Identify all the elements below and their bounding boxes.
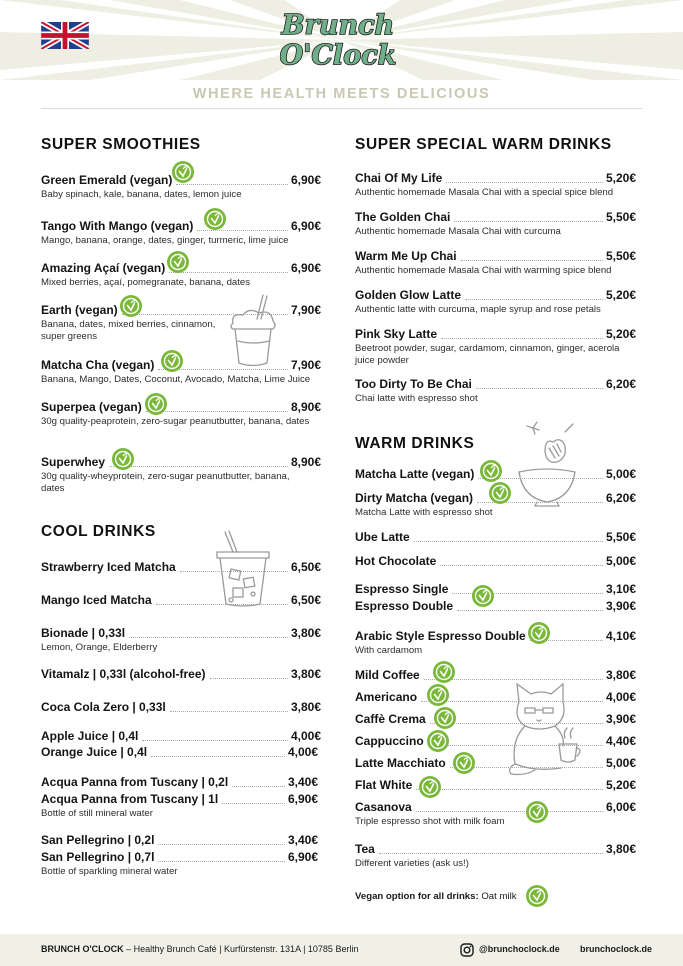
item-price: 4,00€ bbox=[290, 729, 321, 743]
menu-item bbox=[355, 288, 636, 316]
vegan-badge-icon bbox=[172, 161, 194, 183]
dot-leader bbox=[461, 260, 603, 261]
menu-item bbox=[41, 745, 318, 760]
vegan-badge-icon bbox=[433, 661, 455, 683]
item-price: 4,10€ bbox=[605, 629, 636, 643]
item-price: 5,50€ bbox=[605, 210, 636, 224]
item-description: Authentic latte with curcuma, maple syrup and rose petals bbox=[355, 304, 601, 315]
item-price: 8,90€ bbox=[290, 455, 321, 469]
item-name: Espresso Single bbox=[355, 582, 449, 596]
menu-item bbox=[355, 778, 636, 793]
vegan-badge-icon bbox=[453, 752, 475, 774]
menu-item bbox=[41, 729, 321, 744]
brunch-oclock-logo bbox=[280, 6, 396, 72]
menu-item bbox=[41, 219, 321, 247]
item-name: Vitamalz | 0,33l (alcohol-free) bbox=[41, 667, 206, 681]
menu-item bbox=[355, 582, 636, 597]
menu-item bbox=[355, 756, 636, 771]
item-price: 6,20€ bbox=[605, 377, 636, 391]
menu-item bbox=[355, 249, 636, 277]
item-price: 6,90€ bbox=[290, 173, 321, 187]
vegan-badge-icon bbox=[145, 393, 167, 415]
menu-item bbox=[41, 700, 321, 715]
item-name: Latte Macchiato bbox=[355, 756, 446, 770]
menu-item bbox=[355, 599, 636, 614]
dot-leader bbox=[176, 184, 288, 185]
item-name: Superpea (vegan) bbox=[41, 400, 142, 414]
item-name: Tango With Mango (vegan) bbox=[41, 219, 194, 233]
item-name: Flat White bbox=[355, 778, 413, 792]
item-name: Coca Cola Zero | 0,33l bbox=[41, 700, 166, 714]
item-name: Acqua Panna from Tuscany | 1l bbox=[41, 792, 219, 806]
menu-item bbox=[355, 668, 636, 683]
item-price: 6,50€ bbox=[290, 593, 321, 607]
menu-item bbox=[355, 690, 636, 705]
dot-leader bbox=[158, 861, 285, 862]
item-price: 7,90€ bbox=[290, 358, 321, 372]
menu-item bbox=[355, 554, 636, 569]
dot-leader bbox=[142, 740, 288, 741]
dot-leader bbox=[222, 803, 285, 804]
item-price: 3,80€ bbox=[605, 668, 636, 682]
dot-leader bbox=[416, 789, 603, 790]
item-name: Green Emerald (vegan) bbox=[41, 173, 173, 187]
item-name: Too Dirty To Be Chai bbox=[355, 377, 472, 391]
item-price: 3,80€ bbox=[290, 667, 321, 681]
item-price: 6,90€ bbox=[290, 219, 321, 233]
dot-leader bbox=[170, 711, 288, 712]
item-price: 3,40€ bbox=[287, 833, 318, 847]
menu-item bbox=[41, 400, 321, 428]
item-name: Matcha Latte (vegan) bbox=[355, 467, 475, 481]
dot-leader bbox=[446, 182, 603, 183]
menu-item bbox=[41, 560, 321, 575]
item-description: Chai latte with espresso shot bbox=[355, 393, 478, 404]
footer-details: – Healthy Brunch Café | Kurfürstenstr. 131A | 10785 Berlin bbox=[123, 944, 359, 954]
smoothie-glass-illustration bbox=[223, 293, 283, 369]
dot-leader bbox=[146, 411, 288, 412]
item-name: Orange Juice | 0,4l bbox=[41, 745, 148, 759]
item-name: The Golden Chai bbox=[355, 210, 451, 224]
item-name: Caffè Crema bbox=[355, 712, 426, 726]
logo-text-line1: Brunch bbox=[281, 10, 395, 41]
menu-item bbox=[355, 712, 636, 727]
dot-leader bbox=[232, 786, 285, 787]
footer-brand: BRUNCH O'CLOCK bbox=[41, 944, 124, 954]
item-price: 3,40€ bbox=[287, 775, 318, 789]
vegan-note-label: Vegan option for all drinks: bbox=[355, 891, 479, 902]
item-price: 5,00€ bbox=[605, 756, 636, 770]
item-description: Authentic homemade Masala Chai with a special spice blend bbox=[355, 187, 614, 198]
tagline: WHERE HEALTH MEETS DELICIOUS bbox=[192, 86, 491, 102]
header-divider bbox=[41, 108, 642, 109]
vegan-badge-icon bbox=[480, 460, 502, 482]
item-description: Triple espresso shot with milk foam bbox=[355, 816, 505, 827]
dot-leader bbox=[416, 811, 603, 812]
menu-item bbox=[41, 593, 321, 608]
vegan-badge-icon bbox=[434, 707, 456, 729]
item-description: Lemon, Orange, Elderberry bbox=[41, 642, 158, 653]
dot-leader bbox=[379, 853, 603, 854]
menu-item bbox=[355, 842, 636, 870]
item-description: Banana, dates, mixed berries, cinnamon, super greens bbox=[41, 319, 216, 342]
item-name: San Pellegrino | 0,7l bbox=[41, 850, 155, 864]
menu-item bbox=[355, 210, 636, 238]
item-name: Warm Me Up Chai bbox=[355, 249, 457, 263]
item-price: 5,20€ bbox=[605, 327, 636, 341]
uk-flag-icon[interactable] bbox=[41, 22, 89, 49]
dot-leader bbox=[129, 637, 288, 638]
menu-item bbox=[41, 792, 318, 820]
item-name: Pink Sky Latte bbox=[355, 327, 438, 341]
dot-leader bbox=[151, 756, 285, 757]
item-name: Hot Chocolate bbox=[355, 554, 437, 568]
item-name: Arabic Style Espresso Double bbox=[355, 629, 526, 643]
vegan-badge-icon bbox=[427, 730, 449, 752]
vegan-badge-icon bbox=[427, 684, 449, 706]
vegan-badge-icon bbox=[528, 622, 550, 644]
item-price: 4,00€ bbox=[605, 690, 636, 704]
instagram-icon[interactable] bbox=[460, 943, 474, 957]
dot-leader bbox=[197, 230, 288, 231]
item-price: 6,90€ bbox=[287, 850, 318, 864]
item-price: 3,80€ bbox=[290, 700, 321, 714]
item-price: 6,50€ bbox=[290, 560, 321, 574]
menu-item bbox=[355, 171, 636, 199]
item-name: Golden Glow Latte bbox=[355, 288, 462, 302]
item-description: Authentic homemade Masala Chai with warming spice blend bbox=[355, 265, 612, 276]
vegan-badge-icon bbox=[161, 350, 183, 372]
item-name: Americano bbox=[355, 690, 418, 704]
item-description: Bottle of sparkling mineral water bbox=[41, 866, 178, 877]
dot-leader bbox=[441, 338, 603, 339]
vegan-badge-icon bbox=[419, 776, 441, 798]
item-price: 3,90€ bbox=[605, 599, 636, 613]
section-title-cool-drinks: COOL DRINKS bbox=[41, 523, 156, 540]
item-price: 5,00€ bbox=[605, 554, 636, 568]
menu-item bbox=[355, 377, 636, 405]
item-name: Apple Juice | 0,4l bbox=[41, 729, 139, 743]
iced-drink-illustration bbox=[213, 530, 273, 608]
item-name: Strawberry Iced Matcha bbox=[41, 560, 176, 574]
item-price: 6,00€ bbox=[605, 800, 636, 814]
menu-item bbox=[41, 667, 321, 682]
item-description: Mango, banana, orange, dates, ginger, turmeric, lime juice bbox=[41, 235, 289, 246]
menu-item bbox=[41, 455, 321, 494]
dot-leader bbox=[465, 299, 603, 300]
item-name: Mango Iced Matcha bbox=[41, 593, 152, 607]
dot-leader bbox=[210, 678, 288, 679]
menu-item bbox=[41, 833, 318, 848]
website-link[interactable]: brunchoclock.de bbox=[580, 944, 653, 954]
menu-item bbox=[41, 850, 318, 878]
menu-item bbox=[355, 734, 636, 749]
section-title-warm-drinks: WARM DRINKS bbox=[355, 435, 475, 452]
menu-item bbox=[355, 800, 636, 828]
vegan-badge-icon bbox=[472, 585, 494, 607]
item-description: Bottle of still mineral water bbox=[41, 808, 153, 819]
vegan-badge-icon bbox=[167, 251, 189, 273]
item-price: 6,90€ bbox=[290, 261, 321, 275]
logo-text-line2: O'Clock bbox=[280, 40, 396, 71]
item-description: Beetroot powder, sugar, cardamom, cinnamon, ginger, acerola juice powder bbox=[355, 343, 620, 366]
item-price: 5,20€ bbox=[605, 778, 636, 792]
item-price: 5,20€ bbox=[605, 288, 636, 302]
item-price: 8,90€ bbox=[290, 400, 321, 414]
vegan-note-value: Oat milk bbox=[478, 891, 517, 902]
item-description: Different varieties (ask us!) bbox=[355, 858, 469, 869]
item-price: 6,90€ bbox=[287, 792, 318, 806]
vegan-badge-icon bbox=[526, 885, 548, 907]
vegan-option-note bbox=[355, 891, 517, 902]
item-name: Ube Latte bbox=[355, 530, 410, 544]
item-name: Casanova bbox=[355, 800, 412, 814]
item-description: Baby spinach, kale, banana, dates, lemon juice bbox=[41, 189, 242, 200]
item-price: 5,50€ bbox=[605, 249, 636, 263]
footer-bar bbox=[0, 934, 683, 966]
vegan-badge-icon bbox=[526, 801, 548, 823]
item-description: 30g quality-peaprotein, zero-sugar peanutbutter, banana, dates bbox=[41, 416, 310, 427]
item-name: Espresso Double bbox=[355, 599, 454, 613]
item-name: Mild Coffee bbox=[355, 668, 420, 682]
dot-leader bbox=[440, 565, 603, 566]
item-price: 5,00€ bbox=[605, 467, 636, 481]
item-price: 7,90€ bbox=[290, 303, 321, 317]
item-price: 4,00€ bbox=[287, 745, 318, 759]
item-name: Tea bbox=[355, 842, 375, 856]
item-description: Mixed berries, açaí, pomegranate, banana, dates bbox=[41, 277, 251, 288]
item-price: 3,90€ bbox=[605, 712, 636, 726]
item-price: 5,50€ bbox=[605, 530, 636, 544]
item-description: 30g quality-wheyprotein, zero-sugar peanutbutter, banana, dates bbox=[41, 471, 290, 494]
item-price: 3,10€ bbox=[605, 582, 636, 596]
menu-item bbox=[355, 629, 636, 657]
dot-leader bbox=[457, 610, 603, 611]
item-name: Chai Of My Life bbox=[355, 171, 443, 185]
item-description: Matcha Latte with espresso shot bbox=[355, 507, 493, 518]
dot-leader bbox=[414, 541, 603, 542]
dot-leader bbox=[158, 844, 285, 845]
item-price: 4,40€ bbox=[605, 734, 636, 748]
item-description: Authentic homemade Masala Chai with curcuma bbox=[355, 226, 561, 237]
menu-item bbox=[355, 530, 636, 545]
dot-leader bbox=[454, 221, 603, 222]
item-price: 3,80€ bbox=[290, 626, 321, 640]
item-name: Matcha Cha (vegan) bbox=[41, 358, 155, 372]
vegan-badge-icon bbox=[489, 482, 511, 504]
section-title-super-smoothies: SUPER SMOOTHIES bbox=[41, 136, 201, 153]
item-name: Earth (vegan) bbox=[41, 303, 118, 317]
item-price: 5,20€ bbox=[605, 171, 636, 185]
item-name: Bionade | 0,33l bbox=[41, 626, 126, 640]
menu-item bbox=[41, 775, 318, 790]
item-name: Cappuccino bbox=[355, 734, 424, 748]
vegan-badge-icon bbox=[204, 208, 226, 230]
item-name: Superwhey bbox=[41, 455, 106, 469]
item-price: 6,20€ bbox=[605, 491, 636, 505]
dot-leader bbox=[476, 388, 603, 389]
item-name: Dirty Matcha (vegan) bbox=[355, 491, 474, 505]
item-name: Acqua Panna from Tuscany | 0,2l bbox=[41, 775, 229, 789]
vegan-badge-icon bbox=[120, 295, 142, 317]
item-name: San Pellegrino | 0,2l bbox=[41, 833, 155, 847]
item-description: Banana, Mango, Dates, Coconut, Avocado, Matcha, Lime Juice bbox=[41, 374, 311, 385]
footer-address bbox=[41, 944, 358, 954]
item-description: With cardamom bbox=[355, 645, 423, 656]
instagram-handle-link[interactable]: @brunchoclock.de bbox=[479, 944, 560, 954]
item-name: Amazing Açaí (vegan) bbox=[41, 261, 166, 275]
dot-leader bbox=[109, 466, 288, 467]
vegan-badge-icon bbox=[112, 448, 134, 470]
menu-item bbox=[355, 327, 636, 366]
cat-with-coffee-illustration bbox=[505, 680, 587, 776]
section-title-super-special-warm-drinks: SUPER SPECIAL WARM DRINKS bbox=[355, 136, 612, 153]
menu-item bbox=[41, 626, 321, 654]
item-price: 3,80€ bbox=[605, 842, 636, 856]
